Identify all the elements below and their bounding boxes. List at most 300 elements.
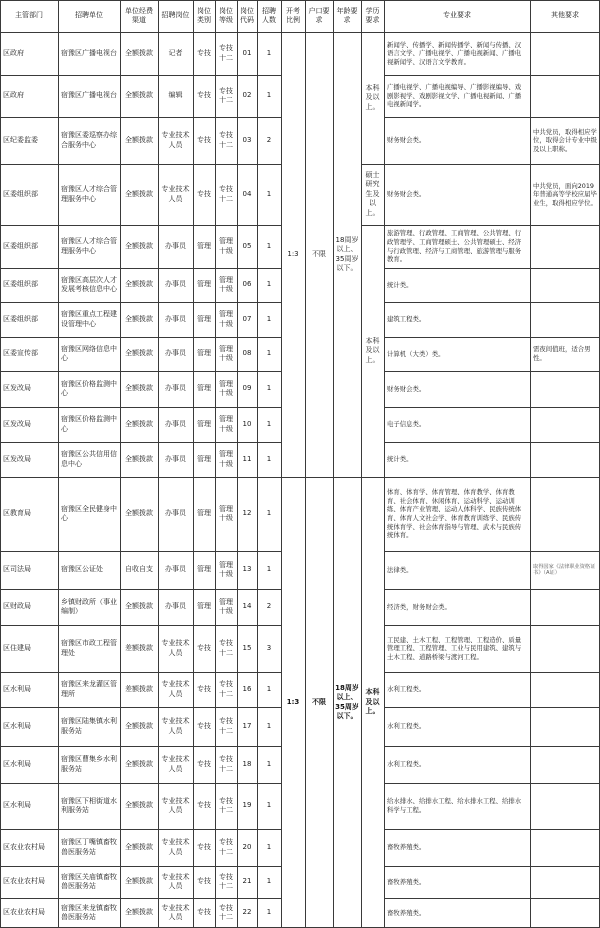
cell-employer: 宿豫区人才综合管理服务中心 xyxy=(61,237,117,255)
grid-line-vertical xyxy=(384,0,385,928)
header-education: 学历要求 xyxy=(365,6,380,24)
cell-position: 办事员 xyxy=(165,509,186,518)
grid-line-horizontal xyxy=(384,829,600,830)
grid-line-horizontal xyxy=(0,407,281,408)
cell-other: 取得国家《法律职业资格证书》（A证） xyxy=(533,563,596,576)
grid-line-horizontal xyxy=(384,337,600,338)
cell-employer: 乡镇财政所（事业编制） xyxy=(61,597,117,615)
grid-line-horizontal xyxy=(384,225,600,226)
grid-line-vertical xyxy=(58,0,59,928)
grid-line-horizontal xyxy=(384,551,600,552)
cell-funding: 全额拨款 xyxy=(125,759,153,768)
cell-employer: 宿豫区价格监测中心 xyxy=(61,379,117,397)
cell-position-level: 管理十级 xyxy=(219,379,233,397)
cell-headcount: 1 xyxy=(266,189,272,198)
age-block-1: 18周岁以上、35周岁以下。 xyxy=(335,235,359,272)
cell-department: 区教育局 xyxy=(3,509,31,518)
cell-position-code: 09 xyxy=(242,384,252,393)
header-age: 年龄要求 xyxy=(336,6,358,24)
cell-headcount: 1 xyxy=(266,349,272,358)
cell-position-level: 管理十级 xyxy=(219,237,233,255)
cell-position-code: 16 xyxy=(242,684,252,693)
grid-line-horizontal xyxy=(0,551,281,552)
grid-line-vertical xyxy=(257,0,258,928)
cell-position-type: 管理 xyxy=(197,454,211,463)
grid-line-horizontal xyxy=(0,898,281,899)
cell-position: 专业技术人员 xyxy=(161,680,190,698)
cell-headcount: 1 xyxy=(266,314,272,323)
cell-department: 区住建局 xyxy=(3,643,31,652)
cell-other xyxy=(530,829,600,866)
cell-funding: 全额拨款 xyxy=(125,419,153,428)
grid-line-vertical xyxy=(193,0,194,928)
cell-headcount: 1 xyxy=(266,759,272,768)
cell-funding: 全额拨款 xyxy=(125,48,153,57)
cell-department: 区水利局 xyxy=(3,721,31,730)
cell-position: 办事员 xyxy=(165,280,186,289)
cell-headcount: 1 xyxy=(266,419,272,428)
cell-position-level: 专技十二 xyxy=(219,639,233,657)
cell-headcount: 1 xyxy=(266,280,272,289)
cell-headcount: 1 xyxy=(266,842,272,851)
grid-line-horizontal xyxy=(0,117,281,118)
hukou-block-2: 不限 xyxy=(312,697,326,706)
cell-position-type: 管理 xyxy=(197,565,211,574)
cell-position-type: 管理 xyxy=(197,419,211,428)
cell-major: 给水排水、给排水工程、给水排水工程、给排水科学与工程。 xyxy=(387,797,522,814)
cell-other xyxy=(530,225,600,268)
cell-position-type: 专技 xyxy=(197,877,211,886)
cell-position-type: 管理 xyxy=(197,602,211,611)
cell-position-level: 管理十级 xyxy=(219,415,233,433)
grid-line-horizontal xyxy=(0,477,600,478)
cell-major: 旅游管理、行政管理、工商管理、公共管理、行政管理学、工商管理硕士、公共管理硕士、经济与行政管理、经济与工商管理、旅游管理与服务教育。 xyxy=(387,229,522,264)
cell-funding: 全额拨款 xyxy=(125,241,153,250)
cell-position-type: 管理 xyxy=(197,280,211,289)
header-department: 主管部门 xyxy=(15,11,43,20)
cell-position-code: 14 xyxy=(242,602,252,611)
cell-employer: 宿豫区丁嘴镇畜牧兽医服务站 xyxy=(61,838,117,856)
cell-position-type: 专技 xyxy=(197,189,211,198)
cell-other xyxy=(530,866,600,898)
header-other: 其他要求 xyxy=(551,11,579,20)
grid-line-horizontal xyxy=(384,625,600,626)
cell-employer: 宿豫区关庙镇畜牧兽医服务站 xyxy=(61,872,117,890)
grid-line-horizontal xyxy=(384,407,600,408)
cell-department: 区农业农村局 xyxy=(3,908,45,917)
cell-position: 办事员 xyxy=(165,602,186,611)
cell-major: 统计类。 xyxy=(387,455,413,464)
cell-funding: 全额拨款 xyxy=(125,454,153,463)
cell-headcount: 2 xyxy=(266,602,272,611)
cell-position-code: 21 xyxy=(242,877,252,886)
cell-headcount: 1 xyxy=(266,801,272,810)
cell-position-type: 专技 xyxy=(197,48,211,57)
cell-position-code: 06 xyxy=(242,280,252,289)
cell-employer: 宿豫区市政工程管理处 xyxy=(61,639,117,657)
cell-department: 区发改局 xyxy=(3,454,31,463)
grid-line-horizontal xyxy=(384,371,600,372)
cell-headcount: 3 xyxy=(266,643,272,652)
cell-position: 专业技术人员 xyxy=(161,796,190,814)
cell-major: 电子信息类。 xyxy=(387,420,426,429)
cell-department: 区发改局 xyxy=(3,419,31,428)
cell-funding: 差额拨款 xyxy=(125,684,153,693)
cell-funding: 全额拨款 xyxy=(125,189,153,198)
cell-major: 畜牧养殖类。 xyxy=(387,908,426,917)
exam-ratio-block-2: 1:3 xyxy=(286,697,300,706)
cell-position-level: 管理十级 xyxy=(219,344,233,362)
grid-line-horizontal xyxy=(0,75,281,76)
cell-major: 体育、体育学、体育管理、体育教学、体育教育、社会体育、休闲体育、运动科学、运动训练、体育产业管理、运动人体科学、民族传统体育、体育人文社会学、体育教育训练学、民族传统体育学、社会体育指导与管理、武术与民族传统体育。 xyxy=(387,488,522,540)
cell-position-type: 管理 xyxy=(197,509,211,518)
cell-position: 专业技术人员 xyxy=(161,717,190,735)
cell-headcount: 1 xyxy=(266,908,272,917)
cell-position-code: 02 xyxy=(242,91,252,100)
cell-position-level: 管理十级 xyxy=(219,504,233,522)
cell-other xyxy=(530,783,600,829)
cell-other xyxy=(530,746,600,783)
cell-funding: 全额拨款 xyxy=(125,349,153,358)
cell-employer: 宿豫区人才综合管理服务中心 xyxy=(61,185,117,203)
cell-headcount: 1 xyxy=(266,48,272,57)
cell-funding: 全额拨款 xyxy=(125,314,153,323)
cell-funding: 全额拨款 xyxy=(125,721,153,730)
grid-line-horizontal xyxy=(384,117,600,118)
cell-funding: 全额拨款 xyxy=(125,509,153,518)
header-major: 专业要求 xyxy=(443,11,471,20)
grid-line-horizontal xyxy=(384,302,600,303)
cell-other xyxy=(530,268,600,302)
education-block-2: 本科及以上。 xyxy=(365,688,380,716)
age-block-2: 18周岁以上、35周岁以下。 xyxy=(335,683,359,720)
cell-major: 财务财会类。 xyxy=(387,136,426,145)
cell-position-code: 07 xyxy=(242,314,252,323)
cell-position-type: 专技 xyxy=(197,91,211,100)
cell-position-code: 08 xyxy=(242,349,252,358)
header-employer: 招聘单位 xyxy=(75,11,103,20)
header-hukou: 户口要求 xyxy=(308,6,330,24)
cell-other xyxy=(530,625,600,672)
cell-position-type: 专技 xyxy=(197,135,211,144)
cell-position-code: 18 xyxy=(242,759,252,768)
grid-line-horizontal xyxy=(384,866,600,867)
cell-other: 中共党员，取得相应学位，取得会计专业中级及以上职称。 xyxy=(533,127,597,153)
cell-major: 法律类。 xyxy=(387,565,413,574)
grid-line-vertical xyxy=(237,0,238,928)
grid-line-horizontal xyxy=(0,672,281,673)
cell-headcount: 1 xyxy=(266,384,272,393)
cell-department: 区财政局 xyxy=(3,602,31,611)
cell-department: 区水利局 xyxy=(3,759,31,768)
cell-position-level: 专技十二 xyxy=(219,755,233,773)
grid-line-horizontal xyxy=(384,589,600,590)
cell-department: 区水利局 xyxy=(3,684,31,693)
grid-line-horizontal xyxy=(0,371,281,372)
cell-position-type: 专技 xyxy=(197,842,211,851)
cell-department: 区委组织部 xyxy=(3,241,38,250)
cell-funding: 全额拨款 xyxy=(125,602,153,611)
cell-position: 办事员 xyxy=(165,454,186,463)
cell-other: 需夜间值班，适合男性。 xyxy=(533,345,591,362)
cell-other xyxy=(530,477,600,551)
cell-position-code: 11 xyxy=(242,454,252,463)
grid-line-horizontal xyxy=(0,866,281,867)
grid-line-horizontal xyxy=(384,783,600,784)
cell-employer: 宿豫区公证处 xyxy=(61,565,103,574)
cell-headcount: 1 xyxy=(266,91,272,100)
cell-major: 水利工程类。 xyxy=(387,760,426,769)
cell-employer: 宿豫区来龙灌区管理所 xyxy=(61,680,117,698)
cell-other xyxy=(530,75,600,117)
cell-headcount: 1 xyxy=(266,565,272,574)
cell-position-code: 13 xyxy=(242,565,252,574)
grid-line-horizontal xyxy=(361,164,384,165)
exam-ratio-block-1: 1:3 xyxy=(287,249,299,258)
education-block-1c: 本科及以上。 xyxy=(365,336,380,364)
grid-line-horizontal xyxy=(0,707,281,708)
cell-headcount: 1 xyxy=(266,454,272,463)
cell-position-type: 专技 xyxy=(197,759,211,768)
grid-line-horizontal xyxy=(0,268,281,269)
grid-line-vertical xyxy=(281,0,282,928)
cell-funding: 全额拨款 xyxy=(125,280,153,289)
cell-employer: 宿豫区曹集乡水利服务站 xyxy=(61,755,117,773)
cell-position-type: 专技 xyxy=(197,684,211,693)
grid-line-horizontal xyxy=(0,746,281,747)
cell-department: 区司法局 xyxy=(3,565,31,574)
cell-position: 办事员 xyxy=(165,419,186,428)
cell-major: 畜牧养殖类。 xyxy=(387,843,426,852)
cell-position-level: 专技十二 xyxy=(219,872,233,890)
cell-position-type: 专技 xyxy=(197,721,211,730)
header-headcount: 招聘人数 xyxy=(262,6,276,24)
grid-line-horizontal xyxy=(384,164,600,165)
grid-line-vertical xyxy=(215,0,216,928)
cell-employer: 宿豫区价格监测中心 xyxy=(61,415,117,433)
grid-line-horizontal xyxy=(0,783,281,784)
grid-line-horizontal xyxy=(384,898,600,899)
cell-employer: 宿豫区陆集镇水利服务站 xyxy=(61,717,117,735)
cell-position: 专业技术人员 xyxy=(161,639,190,657)
grid-line-horizontal xyxy=(0,442,281,443)
grid-line-horizontal xyxy=(384,268,600,269)
cell-funding: 全额拨款 xyxy=(125,135,153,144)
cell-major: 财务财会类。 xyxy=(387,190,426,199)
grid-line-vertical xyxy=(158,0,159,928)
cell-position-code: 15 xyxy=(242,643,252,652)
grid-line-vertical xyxy=(333,0,334,928)
cell-position-type: 管理 xyxy=(197,314,211,323)
grid-line-horizontal xyxy=(0,829,281,830)
cell-department: 区农业农村局 xyxy=(3,877,45,886)
cell-position-level: 管理十级 xyxy=(219,560,233,578)
cell-position: 办事员 xyxy=(165,349,186,358)
cell-position: 办事员 xyxy=(165,241,186,250)
cell-other xyxy=(530,32,600,75)
cell-position: 专业技术人员 xyxy=(161,903,190,921)
cell-other xyxy=(530,407,600,442)
header-position-level: 岗位等级 xyxy=(219,6,233,24)
grid-line-horizontal xyxy=(361,225,384,226)
cell-position: 办事员 xyxy=(165,314,186,323)
grid-line-horizontal xyxy=(0,32,600,33)
cell-position-type: 专技 xyxy=(197,801,211,810)
grid-line-horizontal xyxy=(0,164,281,165)
grid-line-horizontal xyxy=(0,302,281,303)
cell-employer: 宿豫区广播电视台 xyxy=(61,48,117,57)
cell-position-code: 01 xyxy=(242,48,252,57)
cell-position-level: 专技十二 xyxy=(219,86,233,104)
cell-other xyxy=(530,707,600,746)
cell-position: 专业技术人员 xyxy=(161,185,190,203)
cell-position-type: 管理 xyxy=(197,384,211,393)
cell-department: 区发改局 xyxy=(3,384,31,393)
cell-position-level: 专技十二 xyxy=(219,131,233,149)
cell-major: 统计类。 xyxy=(387,280,413,289)
cell-department: 区政府 xyxy=(3,91,24,100)
cell-headcount: 1 xyxy=(266,684,272,693)
cell-position: 记者 xyxy=(168,48,183,57)
cell-position-level: 专技十二 xyxy=(219,838,233,856)
cell-funding: 全额拨款 xyxy=(125,801,153,810)
cell-position-code: 17 xyxy=(242,721,252,730)
cell-employer: 宿豫区广播电视台 xyxy=(61,91,117,100)
cell-major: 计算机（大类）类。 xyxy=(387,349,445,358)
grid-line-horizontal xyxy=(384,75,600,76)
grid-line-horizontal xyxy=(384,746,600,747)
cell-employer: 宿豫区全民健身中心 xyxy=(61,504,117,522)
cell-position: 专业技术人员 xyxy=(161,872,190,890)
grid-line-vertical xyxy=(120,0,121,928)
grid-line-horizontal xyxy=(384,707,600,708)
cell-position-code: 12 xyxy=(242,509,252,518)
hukou-block-1: 不限 xyxy=(312,249,326,258)
cell-position: 编辑 xyxy=(168,91,183,100)
cell-headcount: 2 xyxy=(266,135,272,144)
cell-funding: 差额拨款 xyxy=(125,643,153,652)
cell-position-level: 管理十级 xyxy=(219,450,233,468)
cell-major: 广播电视学、广播电视编导、广播影视编导、戏剧影视学、戏剧影视文学、广播电视新闻、广播电视新闻学。 xyxy=(387,83,522,109)
cell-position: 专业技术人员 xyxy=(161,131,190,149)
cell-position-type: 专技 xyxy=(197,643,211,652)
grid-line-horizontal xyxy=(384,442,600,443)
cell-department: 区委组织部 xyxy=(3,189,38,198)
grid-line-horizontal xyxy=(0,589,281,590)
grid-line-horizontal xyxy=(0,225,281,226)
cell-department: 区水利局 xyxy=(3,801,31,810)
cell-funding: 全额拨款 xyxy=(125,877,153,886)
cell-major: 水利工程类。 xyxy=(387,685,426,694)
cell-position-code: 22 xyxy=(242,908,252,917)
grid-line-horizontal xyxy=(0,337,281,338)
cell-headcount: 1 xyxy=(266,241,272,250)
cell-headcount: 1 xyxy=(266,721,272,730)
cell-funding: 全额拨款 xyxy=(125,842,153,851)
grid-line-vertical xyxy=(530,0,531,928)
cell-department: 区纪委监委 xyxy=(3,135,38,144)
cell-position-type: 管理 xyxy=(197,241,211,250)
cell-position-code: 20 xyxy=(242,842,252,851)
grid-line-horizontal xyxy=(0,625,281,626)
cell-department: 区农业农村局 xyxy=(3,842,45,851)
cell-headcount: 1 xyxy=(266,509,272,518)
cell-major: 新闻学、传播学、新闻传播学、新闻与传播、汉语言文学、广播电视学、广播电视新闻、广播电视新闻学、汉语言文学教育。 xyxy=(387,40,522,66)
cell-funding: 全额拨款 xyxy=(125,908,153,917)
cell-position-level: 专技十二 xyxy=(219,903,233,921)
header-position-type: 岗位类别 xyxy=(197,6,211,24)
cell-position-code: 05 xyxy=(242,241,252,250)
education-block-1b: 硕士研究生及以上。 xyxy=(365,170,380,217)
cell-other: 中共党员，面向2019年普通高等学校应届毕业生，取得相应学位。 xyxy=(533,181,597,207)
cell-position-code: 04 xyxy=(242,189,252,198)
cell-position: 专业技术人员 xyxy=(161,755,190,773)
cell-major: 工民建、土木工程、工程管理、工程造价、质量管理工程、工程管理、工业与民用建筑、建筑与土木工程、道路桥梁与渡河工程。 xyxy=(387,635,522,661)
grid-line-horizontal xyxy=(384,672,600,673)
cell-position-type: 专技 xyxy=(197,908,211,917)
cell-position: 办事员 xyxy=(165,384,186,393)
cell-funding: 全额拨款 xyxy=(125,384,153,393)
cell-position: 专业技术人员 xyxy=(161,838,190,856)
cell-employer: 宿豫区公共信用信息中心 xyxy=(61,450,117,468)
cell-department: 区委宣传部 xyxy=(3,349,38,358)
grid-line-vertical xyxy=(305,0,306,928)
cell-position-level: 管理十级 xyxy=(219,597,233,615)
cell-other xyxy=(530,442,600,477)
cell-funding: 全额拨款 xyxy=(125,91,153,100)
grid-line-vertical xyxy=(361,0,362,928)
cell-position-level: 专技十二 xyxy=(219,680,233,698)
cell-other xyxy=(530,371,600,407)
cell-position-level: 管理十级 xyxy=(219,310,233,328)
header-funding: 单位经费渠道 xyxy=(125,6,153,24)
cell-position-level: 专技十二 xyxy=(219,796,233,814)
cell-other xyxy=(530,302,600,337)
education-block-1a: 本科及以上。 xyxy=(365,83,380,111)
header-position-code: 岗位代码 xyxy=(240,6,254,24)
cell-other xyxy=(530,898,600,928)
cell-other xyxy=(530,672,600,707)
cell-department: 区委组织部 xyxy=(3,280,38,289)
cell-major: 财务财会类。 xyxy=(387,384,426,393)
cell-major: 畜牧养殖类。 xyxy=(387,877,426,886)
cell-position-code: 19 xyxy=(242,801,252,810)
cell-department: 区委组织部 xyxy=(3,314,38,323)
cell-employer: 宿豫区重点工程建设管理中心 xyxy=(61,310,117,328)
header-position: 招聘岗位 xyxy=(161,11,190,20)
cell-headcount: 1 xyxy=(266,877,272,886)
cell-employer: 宿豫区委巡察办综合服务中心 xyxy=(61,131,117,149)
border-top xyxy=(0,0,600,1)
cell-major: 建筑工程类。 xyxy=(387,315,426,324)
cell-employer: 宿豫区来龙镇畜牧兽医服务站 xyxy=(61,903,117,921)
cell-position: 办事员 xyxy=(165,565,186,574)
cell-position-level: 专技十二 xyxy=(219,185,233,203)
cell-position-level: 专技十二 xyxy=(219,44,233,62)
cell-other xyxy=(530,589,600,625)
cell-position-code: 10 xyxy=(242,419,252,428)
cell-position-code: 03 xyxy=(242,135,252,144)
cell-employer: 宿豫区高层次人才发展考核信息中心 xyxy=(61,275,117,293)
cell-employer: 宿豫区网络信息中心 xyxy=(61,344,117,362)
cell-major: 水利工程类。 xyxy=(387,722,426,731)
cell-department: 区政府 xyxy=(3,48,24,57)
cell-employer: 宿豫区下相街道水利服务站 xyxy=(61,796,117,814)
cell-major: 经济类，财务财会类。 xyxy=(387,602,451,611)
cell-position-level: 专技十二 xyxy=(219,717,233,735)
header-exam-ratio: 开考比例 xyxy=(286,6,300,24)
cell-funding: 自收自支 xyxy=(125,565,153,574)
